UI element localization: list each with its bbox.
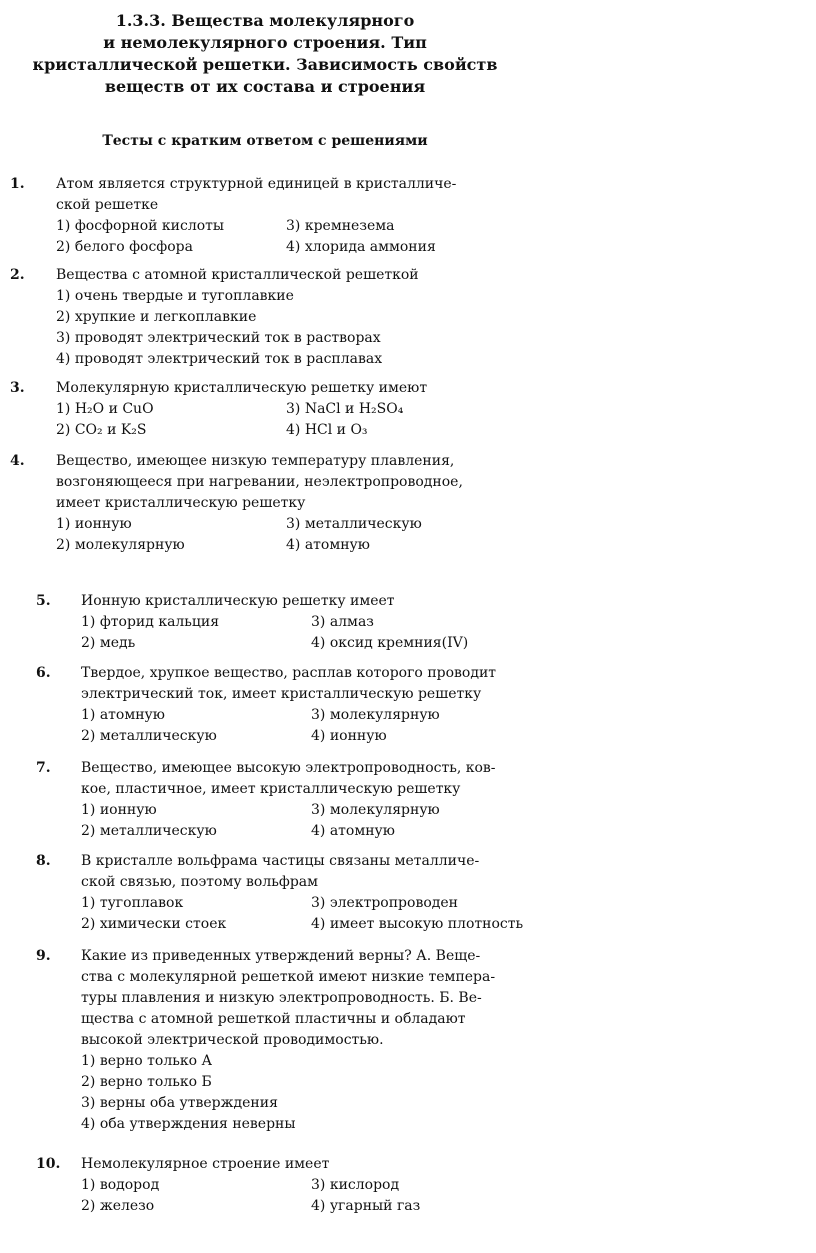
question-text: высокой электрической проводимостью.	[81, 1032, 384, 1048]
question-text: электрический ток, имеет кристаллическую решетку	[81, 686, 482, 702]
answer-option: 1) фторид кальция	[81, 614, 220, 630]
answer-option: 3) металлическую	[286, 516, 422, 532]
question-number: 3.	[10, 380, 25, 396]
question-number: 4.	[10, 453, 25, 469]
answer-option: 1) H₂O и CuO	[56, 401, 154, 417]
question-text: Атом является структурной единицей в кристалличе-	[56, 176, 457, 192]
title-line: кристаллической решетки. Зависимость свойств	[32, 55, 498, 74]
answer-option: 1) ионную	[81, 802, 157, 818]
answer-option: 3) электропроводен	[311, 895, 458, 911]
question-text: кое, пластичное, имеет кристаллическую решетку	[81, 781, 461, 797]
answer-option: 3) кремнезема	[286, 218, 395, 234]
answer-option: 3) молекулярную	[311, 802, 440, 818]
answer-option: 3) верны оба утверждения	[81, 1095, 278, 1111]
answer-option: 2) белого фосфора	[56, 239, 193, 255]
question-text: ства с молекулярной решеткой имеют низкие темпера-	[81, 969, 496, 985]
answer-option: 4) оба утверждения неверны	[81, 1116, 296, 1132]
title-line: веществ от их состава и строения	[104, 77, 426, 96]
answer-option: 4) проводят электрический ток в расплавах	[56, 351, 383, 367]
answer-option: 2) химически стоек	[81, 916, 227, 932]
question-text: В кристалле вольфрама частицы связаны металличе-	[81, 853, 480, 869]
section-subtitle: Тесты с кратким ответом с решениями	[102, 133, 428, 149]
question-text: ской решетке	[56, 197, 159, 213]
answer-option: 4) атомную	[311, 823, 395, 839]
question-text: Какие из приведенных утверждений верны? А. Веще-	[81, 948, 481, 964]
question-number: 5.	[36, 593, 51, 609]
question-text: Вещество, имеющее низкую температуру плавления,	[56, 453, 455, 469]
section-title	[0, 10, 530, 98]
question-number: 2.	[10, 267, 25, 283]
answer-option: 4) ионную	[311, 728, 387, 744]
answer-option: 1) фосфорной кислоты	[56, 218, 225, 234]
question-text: Вещества с атомной кристаллической решеткой	[56, 267, 419, 283]
answer-option: 1) верно только А	[81, 1053, 213, 1069]
answer-option: 1) очень твердые и тугоплавкие	[56, 288, 294, 304]
question-number: 8.	[36, 853, 51, 869]
answer-option: 4) хлорида аммония	[286, 239, 436, 255]
answer-option: 2) хрупкие и легкоплавкие	[56, 309, 257, 325]
answer-option: 3) кислород	[311, 1177, 400, 1193]
answer-option: 4) имеет высокую плотность	[311, 916, 524, 932]
question-text: имеет кристаллическую решетку	[56, 495, 306, 511]
question-text: Твердое, хрупкое вещество, расплав которого проводит	[81, 665, 497, 681]
question-text: туры плавления и низкую электропроводность. Б. Ве-	[81, 990, 482, 1006]
answer-option: 2) медь	[81, 635, 136, 651]
answer-option: 1) атомную	[81, 707, 165, 723]
question-text: Ионную кристаллическую решетку имеет	[81, 593, 395, 609]
question-number: 9.	[36, 948, 51, 964]
question-number: 6.	[36, 665, 51, 681]
answer-option: 1) тугоплавок	[81, 895, 184, 911]
question-text: ской связью, поэтому вольфрам	[81, 874, 319, 890]
answer-option: 2) металлическую	[81, 728, 217, 744]
title-line: 1.3.3. Вещества молекулярного	[115, 11, 415, 30]
answer-option: 4) угарный газ	[311, 1198, 421, 1214]
answer-option: 3) алмаз	[311, 614, 374, 630]
answer-option: 1) ионную	[56, 516, 132, 532]
answer-option: 1) водород	[81, 1177, 160, 1193]
answer-option: 2) верно только Б	[81, 1074, 212, 1090]
answer-option: 3) проводят электрический ток в растворах	[56, 330, 381, 346]
answer-option: 2) CO₂ и K₂S	[56, 422, 147, 438]
answer-option: 3) NaCl и H₂SO₄	[286, 401, 404, 417]
question-number: 7.	[36, 760, 51, 776]
title-line: и немолекулярного строения. Тип	[103, 33, 427, 52]
question-number: 10.	[36, 1156, 61, 1172]
answer-option: 3) молекулярную	[311, 707, 440, 723]
question-text: Немолекулярное строение имеет	[81, 1156, 330, 1172]
question-number: 1.	[10, 176, 25, 192]
question-text: возгоняющееся при нагревании, неэлектропроводное,	[56, 474, 463, 490]
question-text: щества с атомной решеткой пластичны и обладают	[81, 1011, 466, 1027]
question-text: Вещество, имеющее высокую электропроводность, ков-	[81, 760, 496, 776]
answer-option: 2) железо	[81, 1198, 155, 1214]
answer-option: 4) HCl и O₃	[286, 422, 368, 438]
answer-option: 4) атомную	[286, 537, 370, 553]
question-text: Молекулярную кристаллическую решетку имеют	[56, 380, 428, 396]
answer-option: 2) металлическую	[81, 823, 217, 839]
answer-option: 2) молекулярную	[56, 537, 185, 553]
answer-option: 4) оксид кремния(IV)	[311, 635, 469, 651]
